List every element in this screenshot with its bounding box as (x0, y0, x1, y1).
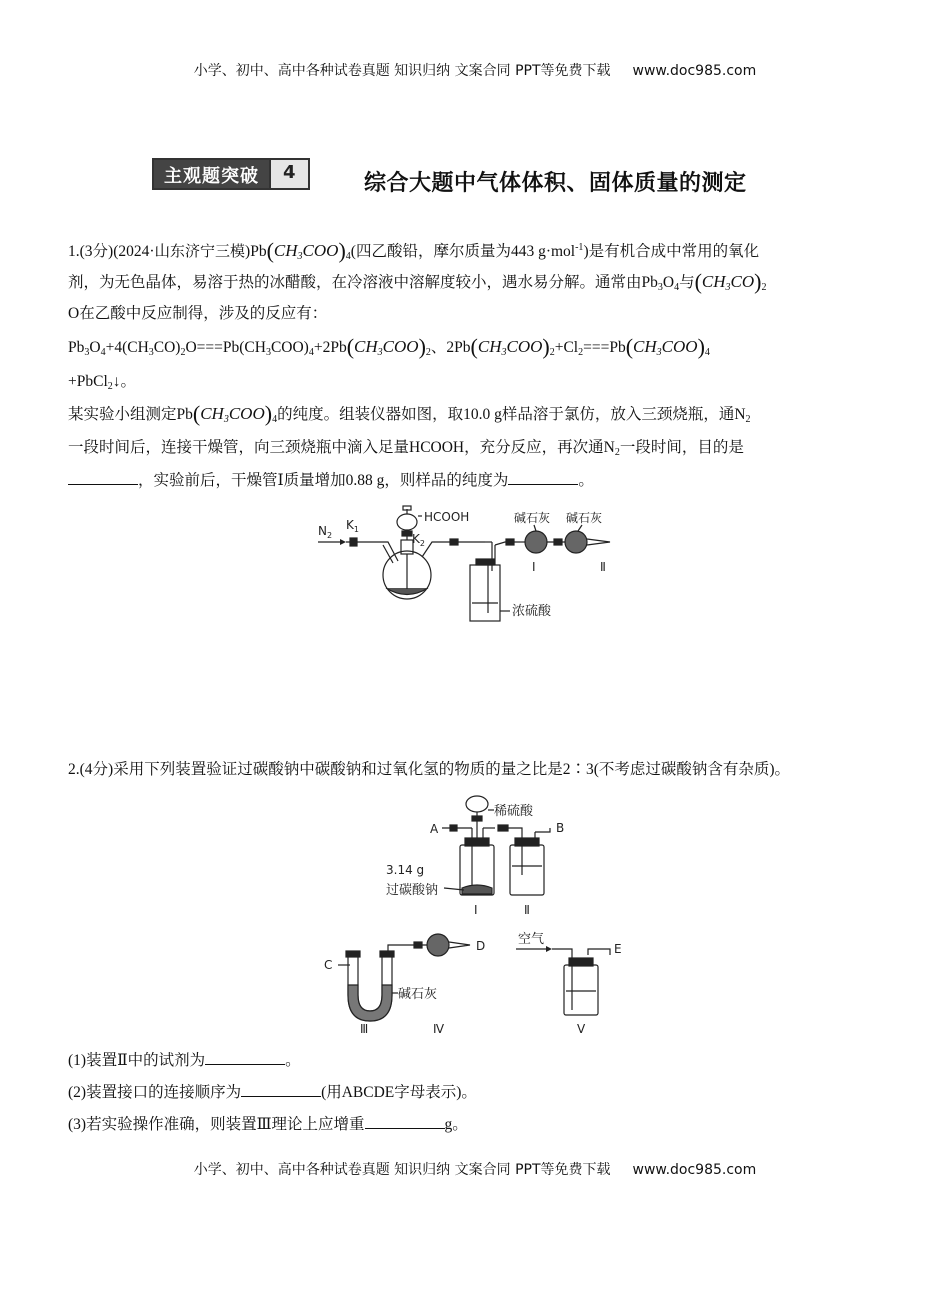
answer-blank[interactable] (241, 1082, 321, 1097)
q1-text: COO) (270, 339, 309, 356)
soda-lime-label: 碱石灰 (398, 987, 438, 1002)
q1-line-1: 1.(3分)(2024·山东济宁三模)$Pb(CH_3COO)_4$(四乙酸铅，摩尔质量为443 g·mol$^{-1}$)是有机合成中常用的氧化 (68, 238, 760, 264)
q2-text: 。 (285, 1052, 301, 1069)
mass-label: 3.14 g (386, 863, 425, 877)
page-footer (0, 1159, 950, 1179)
q2-sub-2 (68, 1082, 888, 1103)
port-d-label: D (476, 939, 486, 953)
q1-text: 剂，为无色晶体，易溶于热的冰醋酸，在冷溶液中溶解度较小，遇水易分解。通常由Pb (68, 274, 658, 291)
q1-text: 、2Pb (430, 339, 471, 356)
answer-blank[interactable] (205, 1050, 285, 1065)
q1-text: O在乙酸中反应制得，涉及的反应有： (68, 305, 328, 322)
q1-text: +4(CH (105, 339, 149, 356)
q1-line-3 (68, 304, 888, 324)
acid-label: 浓硫酸 (512, 604, 552, 619)
q1-text: 一段时间后，连接干燥管，向三颈烧瓶中滴入足量HCOOH，充分反应，再次通N (68, 439, 615, 456)
answer-blank[interactable] (508, 470, 578, 485)
q2-apparatus-top (380, 790, 600, 920)
q1-text: (四乙酸铅，摩尔质量为443 g·mol (350, 243, 576, 261)
answer-blank[interactable] (68, 470, 138, 485)
soda-lime-label: 碱石灰 (566, 511, 603, 525)
port-e-label: E (614, 942, 622, 956)
q1-text: CO) (153, 339, 181, 356)
q1-text: +PbCl (68, 373, 108, 390)
header-url[interactable]: www.doc985.com (632, 63, 757, 79)
device-1-label: Ⅰ (474, 903, 478, 917)
q1-text: 。 (578, 472, 594, 489)
formula-ch3coo: $CH_3COO$ (273, 241, 339, 263)
k1-label: $K_1$ (346, 518, 359, 534)
hcooh-label: HCOOH (424, 510, 470, 524)
drying-tube (427, 934, 449, 956)
q1-text: 某实验小组测定Pb (68, 406, 193, 423)
k1-valve[interactable] (350, 538, 357, 546)
q1-text: 的纯度。组装仪器如图，取10.0 g样品溶于氯仿，放入三颈烧瓶，通N (277, 406, 746, 423)
q2-intro: 2.(4分)采用下列装置验证过碳酸钠中碳酸钠和过氧化氢的物质的量之比是2∶3(不考虑过碳酸钠含有杂质)。 (68, 761, 791, 778)
q1-text: +Cl (554, 339, 579, 356)
q1-line-7: 一段时间后，连接干燥管，向三颈烧瓶中滴入足量HCOOH，充分反应，再次通$N_2$一段时间，目的是 (68, 439, 744, 458)
n2-label: $N_2$ (318, 524, 333, 540)
footer-text: 小学、初中、高中各种试卷真题 知识归纳 文案合同 PPT等免费下载 (193, 1162, 611, 1178)
section-badge (152, 158, 310, 190)
q1-line-6: 某实验小组测定$Pb(CH_3COO)_4$的纯度。组装仪器如图，取10.0 g样品溶于氯仿，放入三颈烧瓶，通$N_2$ (68, 401, 751, 426)
q1-text: ↓。 (112, 373, 137, 390)
q2-text: (3)若实验操作准确，则装置Ⅲ理论上应增重 (68, 1116, 365, 1133)
q1-text: 一段时间，目的是 (619, 439, 744, 456)
port-b-label: B (556, 821, 565, 835)
q1-equation-end: +PbCl$_2$↓。 (68, 373, 137, 392)
q1-text: O (662, 274, 675, 291)
q1-text: )Pb (245, 243, 267, 261)
q1-text: 东济宁三模 (170, 242, 246, 261)
port-c-label: C (324, 958, 333, 972)
wash-bottle-2 (510, 845, 544, 895)
tube-1-label: Ⅰ (532, 560, 536, 574)
section-title: 综合大题中气体体积、固体质量的测定 (364, 171, 747, 196)
footer-url[interactable]: www.doc985.com (632, 1162, 757, 1178)
q1-text: O===Pb(CH (185, 339, 266, 356)
soda-lime-label: 碱石灰 (514, 511, 551, 525)
wash-bottle-5 (564, 965, 598, 1015)
q2-text: (2)装置接口的连接顺序为 (68, 1084, 242, 1101)
q1-line-2: 剂，为无色晶体，易溶于热的冰醋酸，在冷溶液中溶解度较小，遇水易分解。通常由$Pb_3O_4$与$(CH_3CO)_2$ (68, 269, 767, 294)
q1-text: Pb (68, 339, 85, 356)
washing-bottle (470, 565, 500, 621)
q2-text: (1)装置Ⅱ中的试剂为 (68, 1052, 206, 1069)
k2-valve[interactable] (402, 531, 412, 536)
tube-2-label: Ⅱ (600, 560, 606, 574)
answer-blank[interactable] (365, 1114, 445, 1129)
q1-apparatus-figure (310, 505, 640, 625)
page-header (0, 60, 950, 80)
q1-text: O (89, 339, 101, 356)
drying-tube-2 (565, 531, 587, 553)
acid-label: 稀硫酸 (494, 804, 534, 819)
air-label: 空气 (518, 932, 545, 947)
badge-number: 4 (269, 160, 308, 188)
device-3-label: Ⅲ (360, 1022, 369, 1036)
drying-tube-1 (525, 531, 547, 553)
sample-label: 过碳酸钠 (386, 883, 439, 898)
device-4-label: Ⅳ (433, 1022, 445, 1036)
q1-equations: $Pb_3O_4+4(CH_3CO)_2O===Pb(CH_3COO)_4+2Pb(CH_3COO)_2$、$2Pb(CH_3COO)_2+Cl_2===Pb(CH_3COO)_4$ (68, 334, 710, 359)
section-title-row (152, 158, 852, 194)
q1-line-8 (68, 470, 888, 491)
q1-text: 与 (679, 274, 695, 291)
q2-apparatus-bottom (320, 925, 640, 1040)
formula-ch3co: $CH_3CO$ (701, 272, 755, 293)
header-text: 小学、初中、高中各种试卷真题 知识归纳 文案合同 PPT等免费下载 (193, 63, 611, 79)
port-a-label: A (430, 822, 439, 836)
device-2-label: Ⅱ (524, 903, 530, 917)
funnel-valve[interactable] (472, 816, 482, 821)
q2-text: (用ABCDE字母表示)。 (321, 1084, 477, 1101)
q1-text: +2Pb (313, 339, 347, 356)
k2-label: $K_2$ (412, 532, 425, 548)
badge-label: 主观题突破 (154, 160, 269, 188)
device-5-label: Ⅴ (577, 1022, 586, 1036)
q1-text: ===Pb (583, 339, 626, 356)
q1-text: 1.(3分)(2024·山 (68, 243, 171, 261)
acid-funnel (466, 796, 488, 812)
q2-sub-1 (68, 1050, 888, 1071)
q1-text: )是有机合成中常用的氧化 (583, 243, 760, 261)
q1-text: ，实验前后，干燥管Ⅰ质量增加0.88 g，则样品的纯度为 (138, 472, 509, 489)
dropping-funnel (397, 514, 417, 530)
q2-sub-3 (68, 1114, 888, 1135)
q2-text: g。 (444, 1116, 468, 1133)
